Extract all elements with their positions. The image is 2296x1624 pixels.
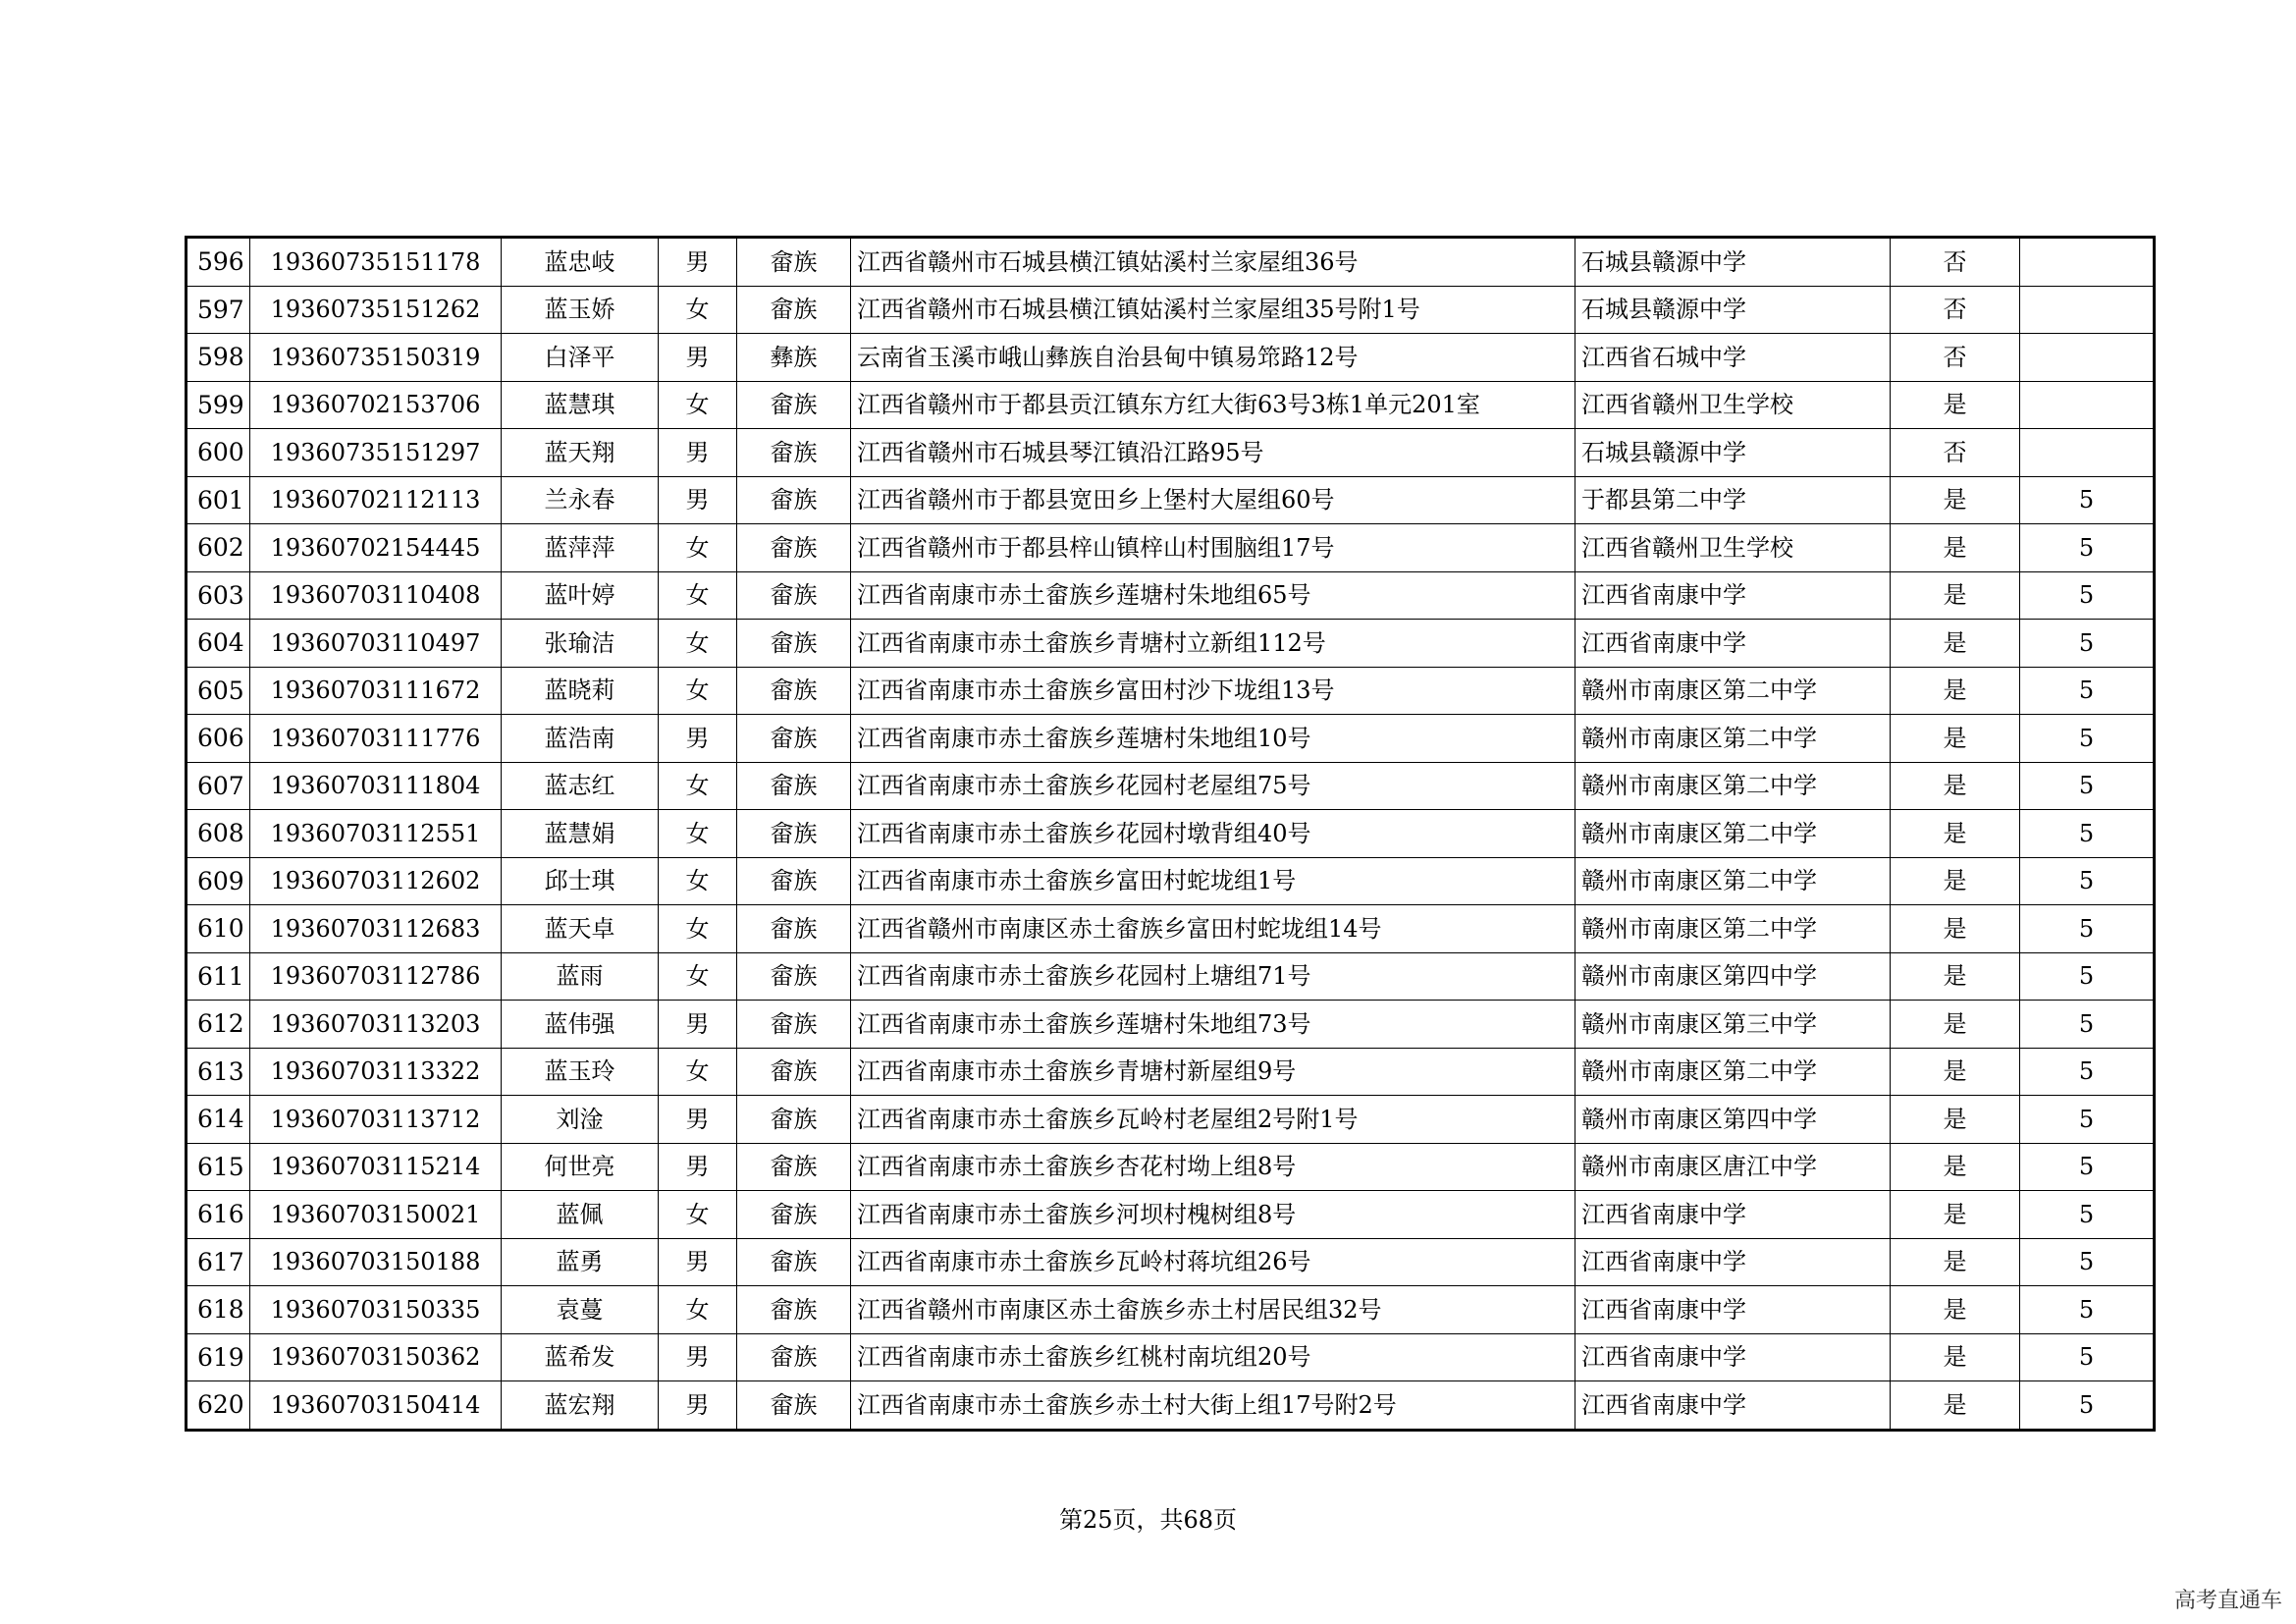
cell-gender: 男: [659, 1333, 737, 1381]
cell-bonus-score: 5: [2020, 1191, 2155, 1239]
cell-ethnicity: 畲族: [737, 762, 851, 810]
cell-bonus-score: 5: [2020, 857, 2155, 905]
cell-school: 于都县第二中学: [1575, 476, 1891, 524]
cell-school: 石城县赣源中学: [1575, 238, 1891, 287]
cell-address: 江西省南康市赤土畲族乡富田村沙下垅组13号: [851, 667, 1575, 715]
cell-student-name: 何世亮: [502, 1143, 659, 1191]
cell-school: 赣州市南康区第二中学: [1575, 905, 1891, 953]
cell-ethnicity: 畲族: [737, 286, 851, 334]
cell-student-name: 蓝忠岐: [502, 238, 659, 287]
cell-flag: 是: [1891, 715, 2020, 763]
cell-bonus-score: 5: [2020, 667, 2155, 715]
cell-school: 赣州市南康区第二中学: [1575, 810, 1891, 858]
table-row: [187, 1143, 2155, 1191]
cell-bonus-score: 5: [2020, 476, 2155, 524]
cell-exam-id: 19360735151178: [250, 238, 502, 287]
cell-row-index: 619: [187, 1333, 250, 1381]
cell-address: 江西省赣州市南康区赤土畲族乡赤土村居民组32号: [851, 1286, 1575, 1334]
cell-bonus-score: [2020, 334, 2155, 382]
cell-exam-id: 19360703111672: [250, 667, 502, 715]
cell-student-name: 刘淦: [502, 1096, 659, 1144]
cell-address: 江西省南康市赤土畲族乡花园村老屋组75号: [851, 762, 1575, 810]
table-row: [187, 715, 2155, 763]
cell-flag: 是: [1891, 857, 2020, 905]
cell-school: 江西省南康中学: [1575, 1238, 1891, 1286]
cell-address: 江西省南康市赤土畲族乡瓦岭村蒋坑组26号: [851, 1238, 1575, 1286]
cell-exam-id: 19360703150362: [250, 1333, 502, 1381]
cell-gender: 男: [659, 476, 737, 524]
cell-flag: 是: [1891, 952, 2020, 1001]
cell-flag: 是: [1891, 1286, 2020, 1334]
cell-address: 江西省南康市赤土畲族乡花园村墩背组40号: [851, 810, 1575, 858]
cell-exam-id: 19360702112113: [250, 476, 502, 524]
table-row: [187, 1238, 2155, 1286]
cell-address: 江西省南康市赤土畲族乡富田村蛇垅组1号: [851, 857, 1575, 905]
cell-school: 石城县赣源中学: [1575, 429, 1891, 477]
roster-body: [187, 238, 2155, 1431]
cell-student-name: 蓝宏翔: [502, 1381, 659, 1431]
cell-bonus-score: [2020, 381, 2155, 429]
cell-address: 江西省南康市赤土畲族乡莲塘村朱地组10号: [851, 715, 1575, 763]
cell-bonus-score: 5: [2020, 1333, 2155, 1381]
cell-flag: 是: [1891, 381, 2020, 429]
cell-row-index: 620: [187, 1381, 250, 1431]
cell-school: 赣州市南康区第二中学: [1575, 762, 1891, 810]
cell-flag: 否: [1891, 238, 2020, 287]
table-row: [187, 429, 2155, 477]
table-row: [187, 1001, 2155, 1049]
cell-ethnicity: 畲族: [737, 524, 851, 572]
table-row: [187, 810, 2155, 858]
cell-school: 江西省南康中学: [1575, 1191, 1891, 1239]
cell-row-index: 599: [187, 381, 250, 429]
cell-gender: 男: [659, 238, 737, 287]
cell-school: 赣州市南康区第四中学: [1575, 952, 1891, 1001]
cell-gender: 男: [659, 334, 737, 382]
cell-gender: 男: [659, 429, 737, 477]
cell-ethnicity: 畲族: [737, 381, 851, 429]
cell-address: 江西省南康市赤土畲族乡瓦岭村老屋组2号附1号: [851, 1096, 1575, 1144]
cell-exam-id: 19360703112786: [250, 952, 502, 1001]
table-row: [187, 571, 2155, 620]
cell-student-name: 蓝晓莉: [502, 667, 659, 715]
table-row: [187, 905, 2155, 953]
cell-bonus-score: 5: [2020, 620, 2155, 668]
cell-ethnicity: 彝族: [737, 334, 851, 382]
cell-student-name: 兰永春: [502, 476, 659, 524]
table-row: [187, 238, 2155, 287]
cell-row-index: 606: [187, 715, 250, 763]
cell-row-index: 597: [187, 286, 250, 334]
cell-exam-id: 19360703111776: [250, 715, 502, 763]
cell-gender: 女: [659, 857, 737, 905]
table-row: [187, 620, 2155, 668]
cell-row-index: 601: [187, 476, 250, 524]
cell-student-name: 蓝慧琪: [502, 381, 659, 429]
cell-bonus-score: 5: [2020, 762, 2155, 810]
cell-flag: 是: [1891, 620, 2020, 668]
cell-row-index: 602: [187, 524, 250, 572]
cell-school: 石城县赣源中学: [1575, 286, 1891, 334]
cell-student-name: 蓝雨: [502, 952, 659, 1001]
cell-bonus-score: 5: [2020, 715, 2155, 763]
cell-exam-id: 19360703115214: [250, 1143, 502, 1191]
cell-bonus-score: 5: [2020, 810, 2155, 858]
cell-student-name: 袁蔓: [502, 1286, 659, 1334]
cell-row-index: 612: [187, 1001, 250, 1049]
cell-exam-id: 19360703150188: [250, 1238, 502, 1286]
cell-ethnicity: 畲族: [737, 715, 851, 763]
cell-row-index: 600: [187, 429, 250, 477]
cell-bonus-score: 5: [2020, 1001, 2155, 1049]
cell-address: 江西省赣州市于都县宽田乡上堡村大屋组60号: [851, 476, 1575, 524]
table-row: [187, 334, 2155, 382]
cell-school: 赣州市南康区第二中学: [1575, 715, 1891, 763]
cell-gender: 女: [659, 286, 737, 334]
cell-gender: 女: [659, 524, 737, 572]
cell-student-name: 张瑜洁: [502, 620, 659, 668]
cell-row-index: 607: [187, 762, 250, 810]
cell-ethnicity: 畲族: [737, 857, 851, 905]
cell-flag: 是: [1891, 476, 2020, 524]
cell-row-index: 618: [187, 1286, 250, 1334]
cell-bonus-score: 5: [2020, 1381, 2155, 1431]
cell-gender: 女: [659, 381, 737, 429]
table-row: [187, 1286, 2155, 1334]
cell-exam-id: 19360703110408: [250, 571, 502, 620]
table-row: [187, 1333, 2155, 1381]
student-roster-table: [185, 236, 2156, 1432]
cell-row-index: 611: [187, 952, 250, 1001]
cell-address: 云南省玉溪市峨山彝族自治县甸中镇易筇路12号: [851, 334, 1575, 382]
cell-student-name: 白泽平: [502, 334, 659, 382]
cell-ethnicity: 畲族: [737, 571, 851, 620]
cell-student-name: 蓝玉玲: [502, 1048, 659, 1096]
cell-bonus-score: [2020, 238, 2155, 287]
cell-ethnicity: 畲族: [737, 1333, 851, 1381]
table-row: [187, 857, 2155, 905]
table-row: [187, 667, 2155, 715]
cell-school: 江西省赣州卫生学校: [1575, 524, 1891, 572]
cell-school: 江西省南康中学: [1575, 1381, 1891, 1431]
cell-school: 赣州市南康区第二中学: [1575, 667, 1891, 715]
cell-exam-id: 19360703150021: [250, 1191, 502, 1239]
cell-ethnicity: 畲族: [737, 952, 851, 1001]
cell-ethnicity: 畲族: [737, 1286, 851, 1334]
table-row: [187, 1191, 2155, 1239]
cell-flag: 否: [1891, 286, 2020, 334]
cell-gender: 女: [659, 1286, 737, 1334]
cell-school: 江西省南康中学: [1575, 1333, 1891, 1381]
cell-ethnicity: 畲族: [737, 238, 851, 287]
cell-ethnicity: 畲族: [737, 1048, 851, 1096]
cell-gender: 男: [659, 1096, 737, 1144]
cell-address: 江西省赣州市石城县琴江镇沿江路95号: [851, 429, 1575, 477]
cell-exam-id: 19360703112551: [250, 810, 502, 858]
cell-flag: 否: [1891, 429, 2020, 477]
cell-gender: 女: [659, 810, 737, 858]
cell-school: 江西省石城中学: [1575, 334, 1891, 382]
cell-school: 江西省南康中学: [1575, 1286, 1891, 1334]
cell-exam-id: 19360703112683: [250, 905, 502, 953]
cell-exam-id: 19360702153706: [250, 381, 502, 429]
cell-address: 江西省赣州市于都县梓山镇梓山村围脑组17号: [851, 524, 1575, 572]
cell-gender: 女: [659, 667, 737, 715]
cell-address: 江西省南康市赤土畲族乡花园村上塘组71号: [851, 952, 1575, 1001]
table-row: [187, 381, 2155, 429]
cell-bonus-score: 5: [2020, 905, 2155, 953]
cell-flag: 是: [1891, 1143, 2020, 1191]
cell-ethnicity: 畲族: [737, 1143, 851, 1191]
cell-exam-id: 19360735151262: [250, 286, 502, 334]
cell-student-name: 蓝天卓: [502, 905, 659, 953]
cell-student-name: 邱士琪: [502, 857, 659, 905]
cell-gender: 男: [659, 1238, 737, 1286]
cell-row-index: 596: [187, 238, 250, 287]
cell-flag: 是: [1891, 1048, 2020, 1096]
cell-bonus-score: 5: [2020, 524, 2155, 572]
cell-exam-id: 19360703150335: [250, 1286, 502, 1334]
cell-student-name: 蓝伟强: [502, 1001, 659, 1049]
cell-gender: 女: [659, 762, 737, 810]
page-number-footer: 第25页，共68页: [1058, 1506, 1238, 1534]
cell-school: 赣州市南康区第二中学: [1575, 1048, 1891, 1096]
cell-school: 江西省南康中学: [1575, 620, 1891, 668]
cell-address: 江西省赣州市石城县横江镇姑溪村兰家屋组35号附1号: [851, 286, 1575, 334]
cell-bonus-score: 5: [2020, 1096, 2155, 1144]
cell-flag: 是: [1891, 1191, 2020, 1239]
table-row: [187, 762, 2155, 810]
cell-row-index: 610: [187, 905, 250, 953]
cell-ethnicity: 畲族: [737, 905, 851, 953]
cell-bonus-score: 5: [2020, 1048, 2155, 1096]
cell-ethnicity: 畲族: [737, 667, 851, 715]
cell-school: 赣州市南康区第二中学: [1575, 857, 1891, 905]
cell-row-index: 605: [187, 667, 250, 715]
cell-ethnicity: 畲族: [737, 476, 851, 524]
cell-ethnicity: 畲族: [737, 1191, 851, 1239]
cell-student-name: 蓝玉娇: [502, 286, 659, 334]
table-row: [187, 476, 2155, 524]
table-row: [187, 286, 2155, 334]
table-row: [187, 524, 2155, 572]
cell-flag: 是: [1891, 524, 2020, 572]
cell-gender: 女: [659, 1048, 737, 1096]
cell-exam-id: 19360703110497: [250, 620, 502, 668]
cell-address: 江西省南康市赤土畲族乡青塘村新屋组9号: [851, 1048, 1575, 1096]
cell-gender: 男: [659, 1143, 737, 1191]
cell-bonus-score: [2020, 429, 2155, 477]
cell-exam-id: 19360703111804: [250, 762, 502, 810]
cell-gender: 女: [659, 620, 737, 668]
cell-exam-id: 19360703112602: [250, 857, 502, 905]
cell-bonus-score: 5: [2020, 1143, 2155, 1191]
table-row: [187, 1096, 2155, 1144]
cell-row-index: 613: [187, 1048, 250, 1096]
cell-student-name: 蓝佩: [502, 1191, 659, 1239]
table-row: [187, 952, 2155, 1001]
cell-bonus-score: 5: [2020, 1286, 2155, 1334]
cell-gender: 男: [659, 1381, 737, 1431]
cell-exam-id: 19360702154445: [250, 524, 502, 572]
cell-school: 江西省赣州卫生学校: [1575, 381, 1891, 429]
cell-ethnicity: 畲族: [737, 1001, 851, 1049]
watermark-text: 高考直通车: [2173, 1589, 2282, 1613]
cell-exam-id: 19360735150319: [250, 334, 502, 382]
cell-ethnicity: 畲族: [737, 810, 851, 858]
cell-row-index: 616: [187, 1191, 250, 1239]
cell-ethnicity: 畲族: [737, 429, 851, 477]
cell-gender: 男: [659, 1001, 737, 1049]
cell-row-index: 604: [187, 620, 250, 668]
cell-row-index: 608: [187, 810, 250, 858]
cell-student-name: 蓝叶婷: [502, 571, 659, 620]
cell-exam-id: 19360703150414: [250, 1381, 502, 1431]
cell-row-index: 598: [187, 334, 250, 382]
cell-row-index: 615: [187, 1143, 250, 1191]
table-row: [187, 1381, 2155, 1431]
cell-address: 江西省南康市赤土畲族乡杏花村坳上组8号: [851, 1143, 1575, 1191]
cell-address: 江西省南康市赤土畲族乡青塘村立新组112号: [851, 620, 1575, 668]
cell-address: 江西省南康市赤土畲族乡莲塘村朱地组73号: [851, 1001, 1575, 1049]
cell-flag: 是: [1891, 1096, 2020, 1144]
cell-flag: 是: [1891, 905, 2020, 953]
cell-address: 江西省南康市赤土畲族乡赤土村大街上组17号附2号: [851, 1381, 1575, 1431]
cell-flag: 是: [1891, 1001, 2020, 1049]
cell-flag: 是: [1891, 1238, 2020, 1286]
cell-student-name: 蓝浩南: [502, 715, 659, 763]
cell-row-index: 609: [187, 857, 250, 905]
cell-exam-id: 19360703113712: [250, 1096, 502, 1144]
cell-flag: 是: [1891, 1333, 2020, 1381]
cell-address: 江西省赣州市南康区赤土畲族乡富田村蛇垅组14号: [851, 905, 1575, 953]
cell-exam-id: 19360703113322: [250, 1048, 502, 1096]
cell-bonus-score: [2020, 286, 2155, 334]
cell-flag: 是: [1891, 1381, 2020, 1431]
cell-flag: 是: [1891, 667, 2020, 715]
cell-flag: 否: [1891, 334, 2020, 382]
cell-address: 江西省赣州市于都县贡江镇东方红大街63号3栋1单元201室: [851, 381, 1575, 429]
cell-gender: 女: [659, 1191, 737, 1239]
cell-gender: 女: [659, 571, 737, 620]
cell-flag: 是: [1891, 810, 2020, 858]
cell-row-index: 603: [187, 571, 250, 620]
cell-address: 江西省南康市赤土畲族乡红桃村南坑组20号: [851, 1333, 1575, 1381]
cell-flag: 是: [1891, 762, 2020, 810]
cell-gender: 男: [659, 715, 737, 763]
cell-bonus-score: 5: [2020, 571, 2155, 620]
cell-student-name: 蓝希发: [502, 1333, 659, 1381]
table-row: [187, 1048, 2155, 1096]
cell-address: 江西省赣州市石城县横江镇姑溪村兰家屋组36号: [851, 238, 1575, 287]
cell-ethnicity: 畲族: [737, 1381, 851, 1431]
cell-gender: 女: [659, 952, 737, 1001]
cell-bonus-score: 5: [2020, 952, 2155, 1001]
cell-address: 江西省南康市赤土畲族乡莲塘村朱地组65号: [851, 571, 1575, 620]
cell-ethnicity: 畲族: [737, 1238, 851, 1286]
cell-student-name: 蓝萍萍: [502, 524, 659, 572]
cell-student-name: 蓝志红: [502, 762, 659, 810]
cell-address: 江西省南康市赤土畲族乡河坝村槐树组8号: [851, 1191, 1575, 1239]
cell-gender: 女: [659, 905, 737, 953]
cell-exam-id: 19360703113203: [250, 1001, 502, 1049]
cell-school: 江西省南康中学: [1575, 571, 1891, 620]
cell-bonus-score: 5: [2020, 1238, 2155, 1286]
cell-school: 赣州市南康区第三中学: [1575, 1001, 1891, 1049]
cell-flag: 是: [1891, 571, 2020, 620]
cell-exam-id: 19360735151297: [250, 429, 502, 477]
cell-row-index: 614: [187, 1096, 250, 1144]
cell-ethnicity: 畲族: [737, 1096, 851, 1144]
cell-student-name: 蓝慧娟: [502, 810, 659, 858]
cell-student-name: 蓝勇: [502, 1238, 659, 1286]
cell-row-index: 617: [187, 1238, 250, 1286]
cell-school: 赣州市南康区唐江中学: [1575, 1143, 1891, 1191]
cell-school: 赣州市南康区第四中学: [1575, 1096, 1891, 1144]
cell-student-name: 蓝天翔: [502, 429, 659, 477]
cell-ethnicity: 畲族: [737, 620, 851, 668]
